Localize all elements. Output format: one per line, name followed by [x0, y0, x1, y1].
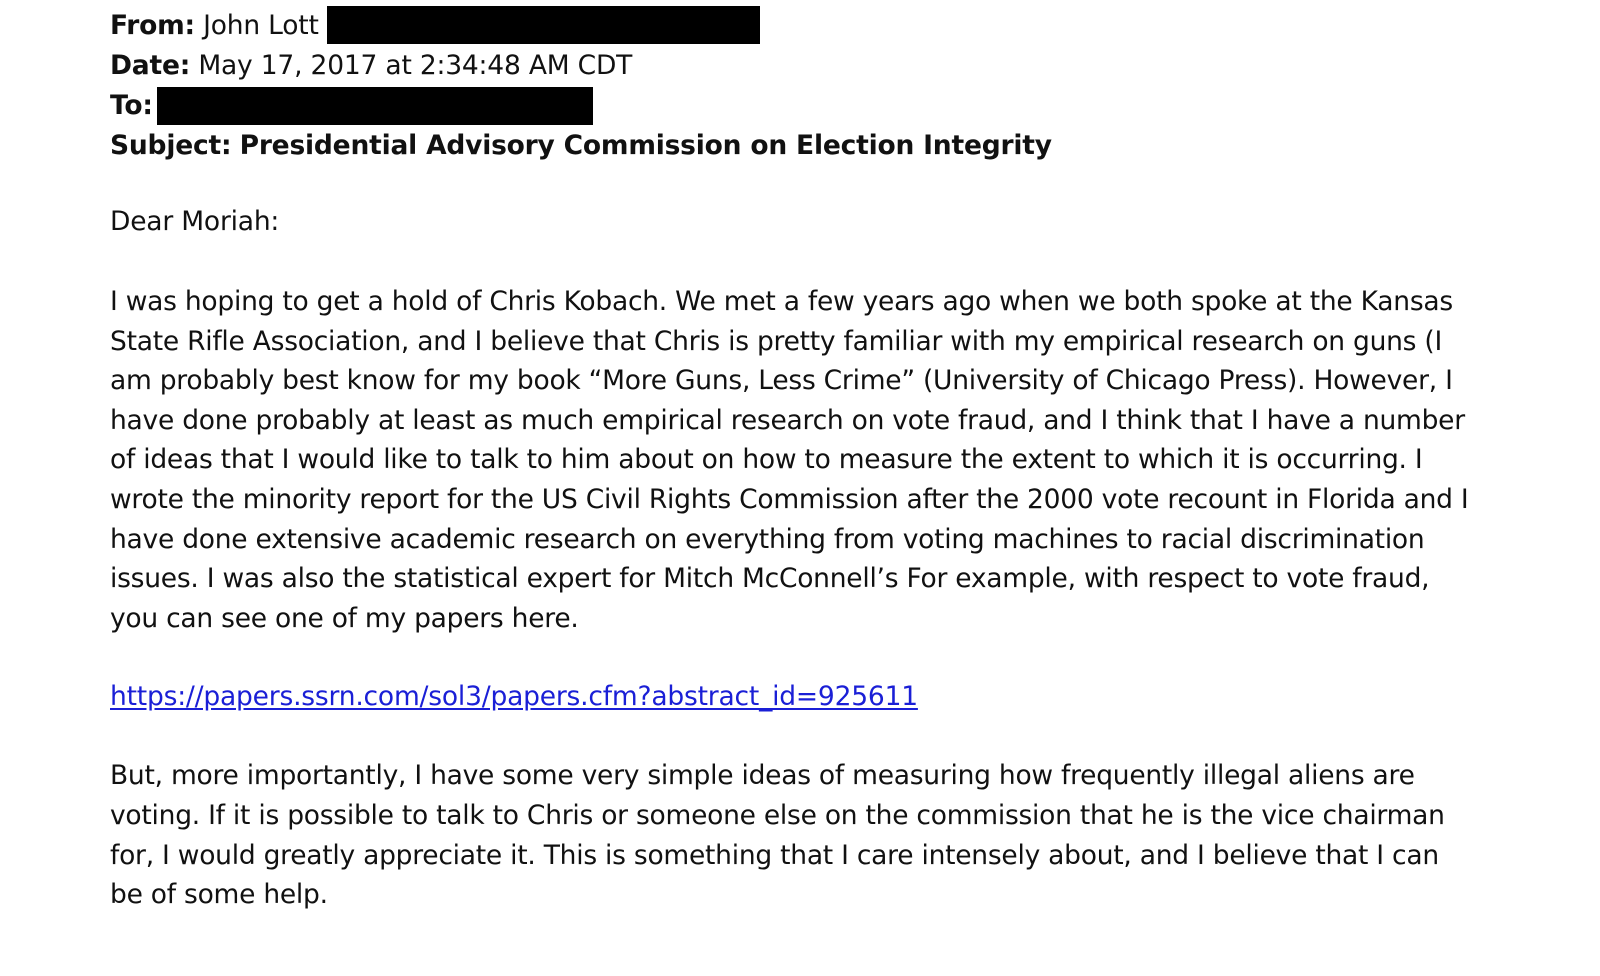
paragraph-line: be of some help. — [110, 879, 328, 911]
paragraph-line: have done extensive academic research on everything from voting machines to racial discrimination — [110, 523, 1425, 555]
paragraph-1 — [110, 282, 1530, 638]
from-label: From: — [110, 10, 195, 41]
date-line — [110, 46, 1530, 86]
date-value: May 17, 2017 at 2:34:48 AM CDT — [198, 50, 633, 81]
subject-label: Subject: — [110, 130, 232, 161]
to-line — [110, 86, 1530, 126]
paragraph-line: issues. I was also the statistical expert for Mitch McConnell’s For example, with respect to vote fraud, — [110, 563, 1430, 595]
paragraph-line: am probably best know for my book “More Guns, Less Crime” (University of Chicago Press). However, I — [110, 365, 1453, 397]
paragraph-line: wrote the minority report for the US Civil Rights Commission after the 2000 vote recount in Florida and I — [110, 483, 1469, 515]
date-label: Date: — [110, 50, 191, 81]
greeting: Dear Moriah: — [110, 206, 280, 237]
paragraph-line: for, I would greatly appreciate it. This is something that I care intensely about, and I believe that I can — [110, 839, 1439, 871]
email-document — [110, 6, 1530, 915]
paper-link-line — [110, 677, 1530, 717]
paragraph-line: have done probably at least as much empirical research on vote fraud, and I think that I have a number — [110, 404, 1465, 436]
paragraph-2 — [110, 756, 1530, 914]
paragraph-line: State Rifle Association, and I believe that Chris is pretty familiar with my empirical research on guns (I — [110, 325, 1443, 357]
paragraph-line: But, more importantly, I have some very simple ideas of measuring how frequently illegal aliens are — [110, 760, 1415, 792]
paragraph-line: I was hoping to get a hold of Chris Kobach. We met a few years ago when we both spoke at the Kansas — [110, 286, 1453, 317]
paragraph-line: voting. If it is possible to talk to Chris or someone else on the commission that he is the vice chairman — [110, 799, 1445, 831]
redaction-bar-to — [157, 87, 593, 125]
ssrn-paper-link[interactable]: https://papers.ssrn.com/sol3/papers.cfm?abstract_id=925611 — [110, 681, 918, 713]
paragraph-line: you can see one of my papers here. — [110, 602, 579, 634]
subject-value: Presidential Advisory Commission on Election Integrity — [239, 130, 1052, 161]
from-value: John Lott — [203, 10, 319, 41]
subject-line — [110, 126, 1530, 166]
redaction-bar-from — [327, 6, 760, 44]
paragraph-line: of ideas that I would like to talk to him about on how to measure the extent to which it is occurring. I — [110, 444, 1423, 476]
to-label: To: — [110, 90, 153, 121]
from-line — [110, 6, 1530, 46]
